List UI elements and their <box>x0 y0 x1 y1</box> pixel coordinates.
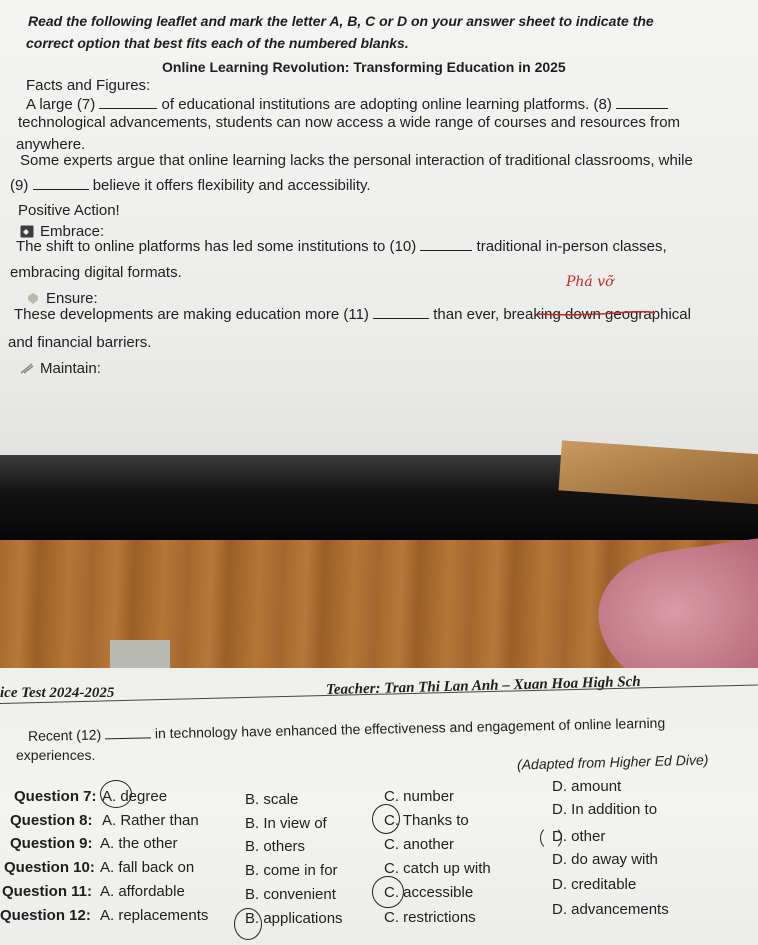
embrace-text-b: traditional in-person classes, <box>476 238 667 255</box>
blank-7-label: A large (7) <box>26 96 96 113</box>
answer-circle-q7 <box>100 780 132 808</box>
q11-option-c: C. accessible <box>384 884 474 901</box>
leaflet-title: Online Learning Revolution: Transforming Education in 2025 <box>162 59 566 75</box>
q11-option-d: D. creditable <box>552 876 637 893</box>
maintain-icon <box>20 362 34 375</box>
paragraph-2-line-1: Some experts argue that online learning lacks the personal interaction of traditional classrooms, while <box>20 152 693 169</box>
recent-text-b: in technology have enhanced the effectiveness and engagement of online learning <box>154 714 666 742</box>
answer-circle-q9 <box>540 826 562 850</box>
q10-option-c: C. catch up with <box>384 860 491 877</box>
embrace-label: Embrace: <box>40 223 105 240</box>
ensure-label: Ensure: <box>46 290 98 307</box>
answer-circle-q11 <box>372 876 404 908</box>
embrace-text-a: The shift to online platforms has led some institutions to (10) <box>16 238 417 255</box>
ensure-text-b: than ever, breaking down geographical <box>433 306 691 323</box>
paragraph-1-line-1 <box>26 96 668 114</box>
page-header-right: Teacher: Tran Thi Lan Anh – Xuan Hoa High Sch <box>325 673 641 699</box>
recent-text-a: Recent (12) <box>27 726 102 744</box>
paragraph-1-line-2: technological advancements, students can now access a wide range of courses and resources from <box>18 114 681 131</box>
embrace-line-2: embracing digital formats. <box>10 264 182 281</box>
q7-option-b: B. scale <box>245 791 299 808</box>
maintain-heading <box>20 360 101 378</box>
blank-7 <box>99 96 157 109</box>
embrace-line-1 <box>16 238 667 256</box>
paragraph-2-line-2 <box>10 177 371 195</box>
recent-line-2: experiences. <box>16 747 96 763</box>
question-8-label: Question 8: <box>10 812 93 829</box>
answer-circle-q12 <box>234 908 262 940</box>
q7-option-c: C. number <box>384 788 455 805</box>
question-7-label: Question 7: <box>14 788 97 805</box>
q11-option-a: A. affordable <box>100 883 185 900</box>
q7-option-d: D. amount <box>552 778 622 795</box>
q12-option-c: C. restrictions <box>384 909 476 926</box>
q8-option-c: C. Thanks to <box>384 812 469 829</box>
p2-text: believe it offers flexibility and accessibility. <box>92 177 371 194</box>
q9-option-d: D. other <box>552 828 606 845</box>
answer-circle-q8 <box>372 804 400 834</box>
positive-action-heading: Positive Action! <box>18 202 120 219</box>
q10-option-b: B. come in for <box>245 862 338 879</box>
instruction-line-2: correct option that best fits each of the numbered blanks. <box>26 35 409 51</box>
page-header-left: ice Test 2024-2025 <box>0 685 115 701</box>
q9-option-b: B. others <box>245 838 306 855</box>
handwritten-note: Phá vỡ <box>566 274 614 290</box>
source-credit: (Adapted from Higher Ed Dive) <box>516 751 709 773</box>
q11-option-b: B. convenient <box>245 886 336 903</box>
embrace-icon <box>20 225 34 238</box>
facts-heading: Facts and Figures: <box>26 77 151 94</box>
blank-11 <box>373 306 429 319</box>
q9-option-a: A. the other <box>100 835 178 852</box>
q8-option-d: D. In addition to <box>552 801 658 818</box>
question-12-label: Question 12: <box>0 907 91 924</box>
q12-option-b: B. applications <box>245 910 343 927</box>
blank-12 <box>105 725 151 739</box>
blank-9 <box>33 177 89 190</box>
ensure-text-a: These developments are making education more (11) <box>14 306 369 323</box>
instruction-line-1: Read the following leaflet and mark the letter A, B, C or D on your answer sheet to indicate the <box>28 13 654 29</box>
question-11-label: Question 11: <box>2 883 93 900</box>
paper-edge <box>110 640 170 670</box>
blank-10 <box>420 238 472 251</box>
p1-text: of educational institutions are adopting online learning platforms. (8) <box>161 96 612 113</box>
ensure-line-2: and financial barriers. <box>8 334 152 351</box>
q7-option-a: A. degree <box>102 788 168 805</box>
q8-option-b: B. In view of <box>245 815 327 832</box>
q12-option-a: A. replacements <box>100 907 209 924</box>
q12-option-d: D. advancements <box>552 901 669 918</box>
q10-option-d: D. do away with <box>552 851 658 868</box>
maintain-label: Maintain: <box>40 360 101 377</box>
blank-9-label: (9) <box>10 177 29 194</box>
q10-option-a: A. fall back on <box>100 859 195 876</box>
blank-8 <box>616 96 668 109</box>
handwritten-underline <box>536 310 656 318</box>
paragraph-1-line-3: anywhere. <box>16 136 86 153</box>
ensure-icon <box>26 292 40 305</box>
q9-option-c: C. another <box>384 836 455 853</box>
question-10-label: Question 10: <box>4 859 95 876</box>
question-9-label: Question 9: <box>10 835 93 852</box>
q8-option-a: A. Rather than <box>102 812 199 829</box>
